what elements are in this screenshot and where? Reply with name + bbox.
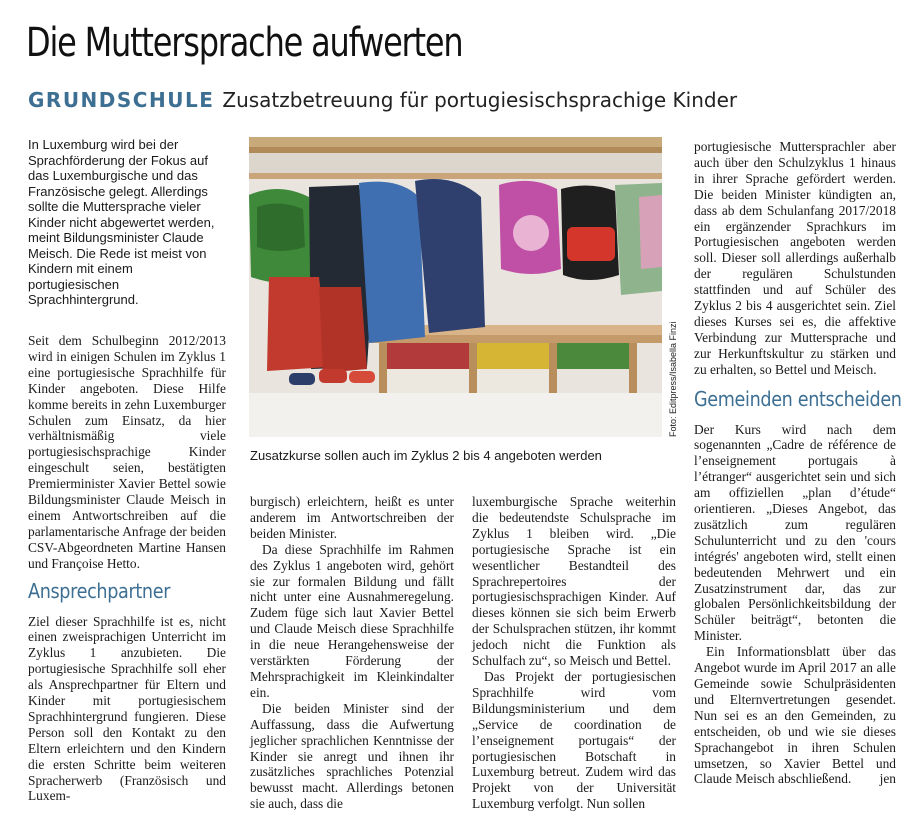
- body-paragraph: [694, 644, 896, 787]
- article-column-4: [694, 139, 902, 787]
- coat-rack-photo: [249, 137, 662, 437]
- body-paragraph: luxemburgische Sprache weiterhin die bedeutendste Schulsprache im Zyklus 1 bleiben wird. „Die portugiesische Sprache ist ein wesentlicher Bestandteil des Sprachrepertoires der portugiesischsprachigen Kinder. Auf dieses können sie sich beim Erwerb der Schulsprachen stützen, ihr kommt jedoch nicht die Funktion als Schulfach zu“, so Meisch und Bettel.: [472, 494, 676, 669]
- section-heading: Gemeinden entscheiden: [694, 386, 902, 411]
- body-paragraph: Seit dem Schulbeginn 2012/2013 wird in einigen Schulen im Zyklus 1 eine portugiesische Sprachhilfe für Kinder angeboten. Diese Hilfe komme bereits in zehn Luxemburger Schulen zum Einsatz, da hier verhältnismäßig viele portugiesischsprachige Kinder eingeschult seien, bestätigten Premierminister Xavier Bettel sowie Bildungsminister Claude Meisch in einem Antwortschreiben auf die parlamentarische Anfrage der beiden CSV-Abgeordneten Martine Hansen und Françoise Hetto.: [28, 333, 226, 571]
- subhead-text: Zusatzbetreuung für portugiesischsprachige Kinder: [222, 88, 738, 112]
- photo-caption: Zusatzkurse sollen auch im Zyklus 2 bis 4 angeboten werden: [250, 448, 602, 463]
- photo-credit: Foto: Editpress/Isabella Finzi: [668, 321, 678, 437]
- body-paragraph: Da diese Sprachhilfe im Rahmen des Zyklus 1 angeboten wird, gehört sie zur formalen Bildung und fällt nicht unter eine Ausnahmeregelung. Zudem füge sich laut Xavier Bettel und Claude Meisch diese Sprachhilfe in die neue Herangehensweise der verstärkten Förderung der Mehrsprachigkeit im Kleinkindalter ein.: [250, 541, 454, 700]
- body-paragraph-text: Ein Informationsblatt über das Angebot wurde im April 2017 an alle Gemeinde sowie Schulpräsidenten und Elternvertretungen gesendet. Nun sei es an den Gemeinden, zu entscheiden, ob und wie sie dieses Sprachangebot in ihren Schulen umsetzen, so Xavier Bettel und Claude Meisch abschließend.: [694, 644, 896, 787]
- subheadline: [28, 88, 737, 112]
- article-column-3: [472, 494, 676, 812]
- article-column-1: [28, 333, 226, 804]
- headline: Die Muttersprache aufwerten: [26, 20, 463, 66]
- section-heading: Ansprechpartner: [28, 578, 171, 603]
- body-paragraph: Das Projekt der portugiesischen Sprachhilfe wird vom Bildungsministerium und dem „Service de coordination de l’enseignement portugais“ der portugiesischen Botschaft in Luxemburg betreut. Zudem wird das Projekt von der Universität Luxemburg verfolgt. Nun sollen: [472, 668, 676, 812]
- body-paragraph: Ziel dieser Sprachhilfe ist es, nicht einen zweisprachigen Unterricht im Zyklus 1 anzubieten. Die portugiesische Sprachhilfe soll eher als Ansprechpartner für Eltern und Kinder mit portugiesischem Sprachhintergrund fungieren. Diese Person soll den Kontakt zu den Eltern erleichtern und den Kindern die ersten Schritte beim weiteren Spracherwerb (Französisch und Luxem-: [28, 613, 226, 804]
- article-column-2: [250, 494, 454, 812]
- body-paragraph: burgisch) erleichtern, heißt es unter anderem im Antwortschreiben der beiden Minister.: [250, 494, 454, 541]
- body-paragraph: portugiesische Muttersprachler aber auch über den Schulzyklus 1 hinaus in ihrer Sprache gefördert werden. Die beiden Minister kündigten an, dass ab dem Schulanfang 2017/2018 ein ergänzender Sprachkurs im Portugiesischen angeboten werden soll. Dieser soll allerdings außerhalb der regulären Schulstunden stattfinden und auf Schüler des Zyklus 2 bis 4 ausgerichtet sein. Ziel dieses Kurses sei es, die affektive Verbindung zur Muttersprache und zur Herkunftskultur zu stärken und zu erhalten, so Bettel und Meisch.: [694, 139, 896, 377]
- body-paragraph: Die beiden Minister sind der Auffassung, dass die Aufwertung jeglicher sprachlichen Kenntnisse der Kinder sie anregt und ihnen ihr zusätzliches sprachliches Potenzial bewusst macht. Allerdings betonen sie auch, dass die: [250, 700, 454, 812]
- author-signature: jen: [879, 771, 896, 787]
- body-paragraph: Der Kurs wird nach dem sogenannten „Cadre de référence de l’enseignement portugais à l’étranger“ ausgerichtet sein und sich am offiziellen „plan d’étude“ orientieren. „Dieses Angebot, das zusätzlich zum regulären Schulunterricht und zu den 'cours intégrés' angeboten wird, stellt einen bedeutenden Mehrwert und ein Zusatzinstrument dar, das zur globalen Persönlichkeitsbildung der Schüler beiträgt“, betonten die Minister.: [694, 421, 896, 644]
- article-photo: [249, 137, 662, 437]
- lead-paragraph: In Luxemburg wird bei der Sprachförderung der Fokus auf das Luxemburgische und das Französische gelegt. Allerdings sollte die Muttersprache vieler Kinder nicht abgewertet werden, meint Bildungsminister Claude Meisch. Die Rede ist meist von Kindern mit einem portugiesischen Sprachhintergrund.: [28, 137, 215, 307]
- kicker: GRUNDSCHULE: [28, 88, 215, 112]
